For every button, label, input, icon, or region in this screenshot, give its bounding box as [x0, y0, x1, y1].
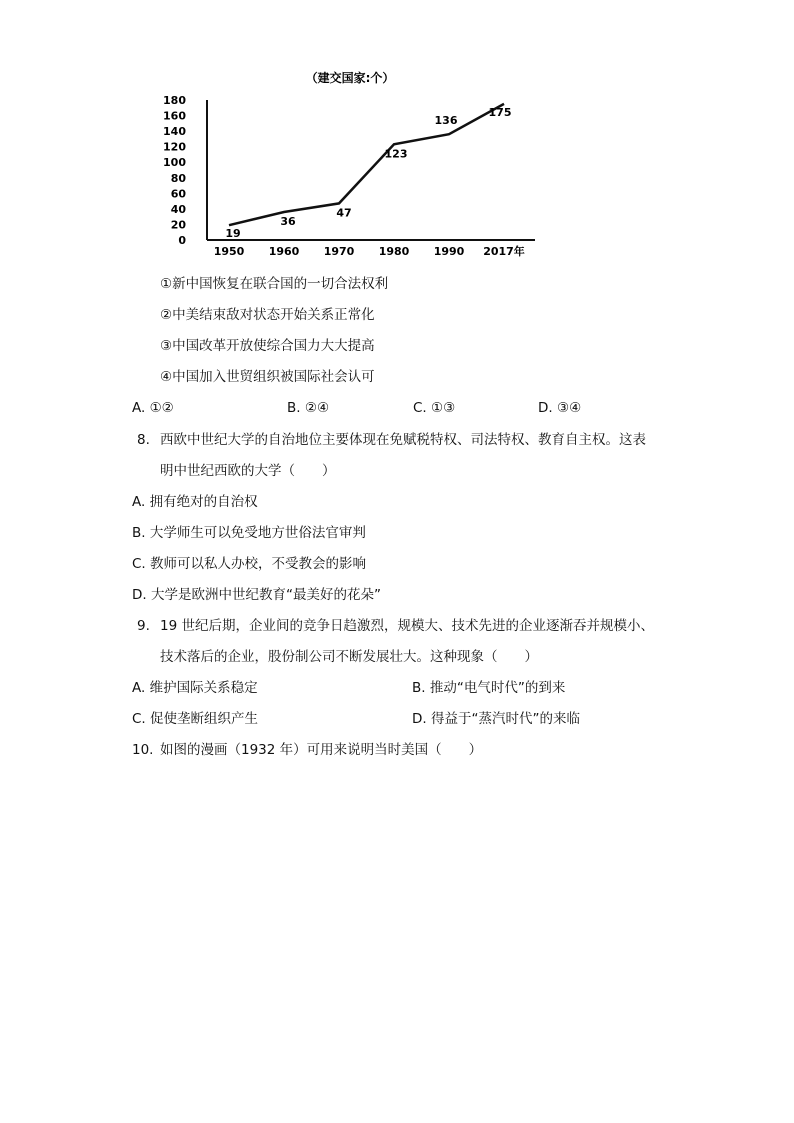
y-tick-label: 0	[178, 234, 186, 247]
q9-number: 9.	[137, 618, 150, 634]
q7-option-c[interactable]: C. ①③	[413, 400, 456, 416]
q8-option-d[interactable]: D. 大学是欧洲中世纪教育“最美好的花朵”	[132, 587, 381, 603]
x-tick-label: 1980	[378, 245, 410, 258]
data-point-label: 175	[488, 105, 512, 119]
series-line	[229, 104, 504, 225]
q8-option-b[interactable]: B. 大学师生可以免受地方世俗法官审判	[132, 525, 366, 541]
q8-stem-line1: 西欧中世纪大学的自治地位主要体现在免赋税特权、司法特权、教育自主权。这表	[160, 432, 646, 448]
data-point-label: 47	[336, 206, 352, 220]
x-tick-label: 1970	[323, 245, 355, 258]
x-tick-label: 2017年	[483, 245, 525, 258]
data-point-label: 36	[280, 215, 296, 228]
y-tick-label: 120	[163, 140, 186, 154]
y-tick-label: 160	[163, 109, 186, 123]
x-tick-label: 1990	[433, 245, 465, 258]
q7-option-a[interactable]: A. ①②	[132, 400, 174, 416]
x-tick-label: 1950	[213, 245, 245, 258]
data-point-label: 136	[434, 114, 458, 128]
line-chart	[150, 62, 550, 262]
q7-item-2: ②中美结束敌对状态开始关系正常化	[160, 307, 375, 323]
q9-option-d[interactable]: D. 得益于“蒸汽时代”的来临	[412, 711, 580, 727]
q7-options	[132, 400, 692, 418]
q8-option-c[interactable]: C. 教师可以私人办校，不受教会的影响	[132, 556, 367, 572]
x-tick-label: 1960	[268, 245, 300, 258]
q10-number: 10.	[132, 742, 154, 758]
q7-option-b[interactable]: B. ②④	[287, 400, 330, 416]
q7-item-1: ①新中国恢复在联合国的一切合法权利	[160, 276, 389, 292]
q8-number: 8.	[137, 432, 150, 448]
q7-item-4: ④中国加入世贸组织被国际社会认可	[160, 369, 375, 385]
data-point-label: 19	[225, 227, 241, 241]
diplomatic-relations-chart	[150, 62, 550, 262]
q9-option-c[interactable]: C. 促使垄断组织产生	[132, 711, 259, 727]
q9-stem-line2: 技术落后的企业，股份制公司不断发展壮大。这种现象（ ）	[160, 649, 538, 665]
q9-option-a[interactable]: A. 维护国际关系稳定	[132, 680, 258, 696]
data-point-label: 123	[384, 147, 408, 161]
y-tick-label: 60	[170, 187, 186, 201]
chart-title: （建交国家:个）	[305, 71, 395, 85]
q8-option-a[interactable]: A. 拥有绝对的自治权	[132, 494, 258, 510]
y-tick-label: 180	[163, 94, 186, 107]
q7-option-d[interactable]: D. ③④	[538, 400, 582, 416]
y-tick-label: 140	[163, 125, 186, 139]
y-tick-label: 80	[170, 171, 186, 185]
q9-stem-line1: 19 世纪后期，企业间的竞争日趋激烈，规模大、技术先进的企业逐渐吞并规模小、	[160, 618, 654, 634]
q8-stem-line2: 明中世纪西欧的大学（ ）	[160, 463, 336, 479]
q7-item-3: ③中国改革开放使综合国力大大提高	[160, 338, 375, 354]
y-tick-label: 20	[170, 218, 186, 232]
q9-option-b[interactable]: B. 推动“电气时代”的到来	[412, 680, 566, 696]
y-tick-label: 40	[170, 202, 186, 216]
y-tick-label: 100	[163, 156, 186, 170]
q10-stem: 如图的漫画（1932 年）可用来说明当时美国（ ）	[160, 742, 483, 758]
